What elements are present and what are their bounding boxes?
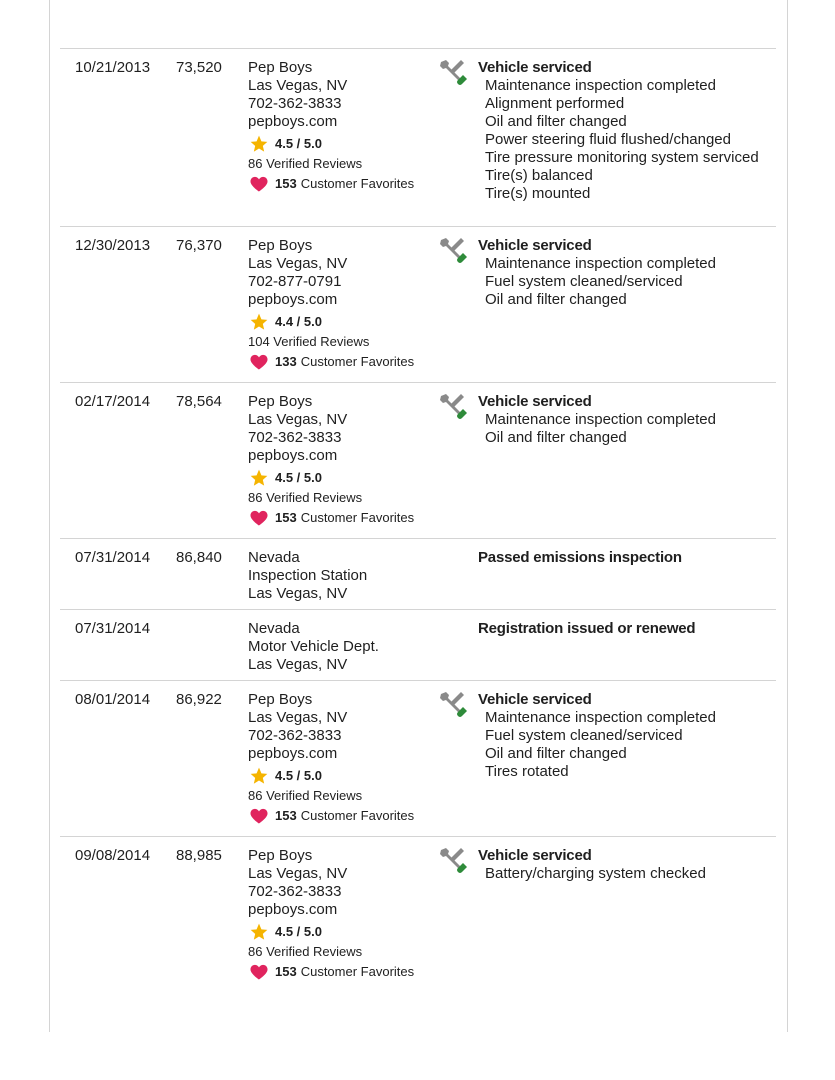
record-mileage: 88,985 (176, 847, 222, 864)
record-mileage: 76,370 (176, 237, 222, 254)
source-phone[interactable]: 702-877-0791 (248, 273, 342, 290)
event-title: Vehicle serviced (478, 393, 592, 410)
service-item: Maintenance inspection completed (485, 709, 716, 726)
source-location: Las Vegas, NV (248, 77, 348, 94)
shop-rating (248, 921, 438, 943)
source-phone[interactable]: 702-362-3833 (248, 883, 342, 900)
verified-reviews-link[interactable]: 86 Verified Reviews (248, 788, 363, 803)
service-item: Maintenance inspection completed (485, 255, 716, 272)
record-date: 08/01/2014 (75, 691, 151, 708)
record-date: 02/17/2014 (75, 393, 151, 410)
favorites-count: 133 (275, 354, 297, 369)
source-location: Las Vegas, NV (248, 411, 348, 428)
star-icon (248, 312, 270, 332)
wrench-screwdriver-icon (437, 689, 467, 719)
event-title: Vehicle serviced (478, 59, 592, 76)
source-name: Pep Boys (248, 847, 313, 864)
service-item: Oil and filter changed (485, 113, 627, 130)
service-item: Maintenance inspection completed (485, 77, 716, 94)
heart-icon (248, 962, 270, 982)
rating-value: 4.4 / 5.0 (275, 314, 322, 329)
verified-reviews-link[interactable]: 86 Verified Reviews (248, 490, 363, 505)
favorites-count: 153 (275, 176, 297, 191)
favorites-label: Customer Favorites (300, 176, 415, 191)
record-source (248, 237, 438, 373)
record-date: 12/30/2013 (75, 237, 151, 254)
record-source (248, 620, 438, 674)
wrench-screwdriver-icon (437, 57, 467, 87)
rating-value: 4.5 / 5.0 (275, 924, 322, 939)
shop-rating (248, 311, 438, 333)
record-mileage: 73,520 (176, 59, 222, 76)
history-row (60, 681, 776, 837)
heart-icon (248, 508, 270, 528)
record-details (478, 393, 773, 447)
source-type: Motor Vehicle Dept. (248, 638, 379, 655)
star-icon (248, 468, 270, 488)
source-name: Pep Boys (248, 393, 313, 410)
star-icon (248, 766, 270, 786)
favorites-count: 153 (275, 964, 297, 979)
rating-value: 4.5 / 5.0 (275, 136, 322, 151)
record-details (478, 847, 773, 883)
service-item: Alignment performed (485, 95, 625, 112)
service-item: Tire(s) mounted (485, 185, 591, 202)
record-date: 07/31/2014 (75, 549, 151, 566)
customer-favorites (248, 351, 438, 373)
customer-favorites (248, 961, 438, 983)
source-phone[interactable]: 702-362-3833 (248, 95, 342, 112)
favorites-label: Customer Favorites (300, 808, 415, 823)
shop-rating (248, 467, 438, 489)
heart-icon (248, 352, 270, 372)
customer-favorites (248, 805, 438, 827)
history-row (60, 610, 776, 681)
record-date: 09/08/2014 (75, 847, 151, 864)
service-item: Tire pressure monitoring system serviced (485, 149, 759, 166)
service-item: Tire(s) balanced (485, 167, 593, 184)
favorites-count: 153 (275, 808, 297, 823)
service-history-list (60, 49, 776, 993)
source-website[interactable]: pepboys.com (248, 745, 338, 762)
favorites-label: Customer Favorites (300, 354, 415, 369)
record-mileage: 78,564 (176, 393, 222, 410)
record-details (478, 237, 773, 309)
record-source (248, 393, 438, 529)
source-location: Las Vegas, NV (248, 585, 348, 602)
source-name: Nevada (248, 620, 300, 637)
service-item: Oil and filter changed (485, 429, 627, 446)
rating-value: 4.5 / 5.0 (275, 768, 322, 783)
source-name: Pep Boys (248, 59, 313, 76)
source-website[interactable]: pepboys.com (248, 113, 338, 130)
source-name: Pep Boys (248, 237, 313, 254)
service-item: Tires rotated (485, 763, 569, 780)
record-details (478, 620, 773, 638)
source-phone[interactable]: 702-362-3833 (248, 429, 342, 446)
record-source (248, 549, 438, 603)
service-item: Power steering fluid flushed/changed (485, 131, 731, 148)
wrench-screwdriver-icon (437, 845, 467, 875)
heart-icon (248, 174, 270, 194)
service-item: Oil and filter changed (485, 291, 627, 308)
star-icon (248, 134, 270, 154)
source-name: Pep Boys (248, 691, 313, 708)
customer-favorites (248, 173, 438, 195)
event-title: Passed emissions inspection (478, 549, 682, 566)
service-item: Maintenance inspection completed (485, 411, 716, 428)
favorites-count: 153 (275, 510, 297, 525)
wrench-screwdriver-icon (437, 391, 467, 421)
event-title: Registration issued or renewed (478, 620, 696, 637)
history-row (60, 49, 776, 227)
shop-rating (248, 133, 438, 155)
history-row (60, 837, 776, 993)
history-row (60, 227, 776, 383)
source-type: Inspection Station (248, 567, 368, 584)
history-row (60, 539, 776, 610)
record-details (478, 59, 773, 203)
heart-icon (248, 806, 270, 826)
record-mileage: 86,840 (176, 549, 222, 566)
shop-rating (248, 765, 438, 787)
favorites-label: Customer Favorites (300, 510, 415, 525)
event-title: Vehicle serviced (478, 237, 592, 254)
source-name: Nevada (248, 549, 300, 566)
source-location: Las Vegas, NV (248, 865, 348, 882)
service-item: Oil and filter changed (485, 745, 627, 762)
source-location: Las Vegas, NV (248, 709, 348, 726)
record-date: 07/31/2014 (75, 620, 151, 637)
event-title: Vehicle serviced (478, 847, 592, 864)
service-item: Fuel system cleaned/serviced (485, 273, 683, 290)
record-source (248, 691, 438, 827)
wrench-screwdriver-icon (437, 235, 467, 265)
record-details (478, 549, 773, 567)
record-mileage: 86,922 (176, 691, 222, 708)
rating-value: 4.5 / 5.0 (275, 470, 322, 485)
source-website[interactable]: pepboys.com (248, 447, 338, 464)
star-icon (248, 922, 270, 942)
service-item: Fuel system cleaned/serviced (485, 727, 683, 744)
event-title: Vehicle serviced (478, 691, 592, 708)
source-website[interactable]: pepboys.com (248, 291, 338, 308)
record-details (478, 691, 773, 781)
source-website[interactable]: pepboys.com (248, 901, 338, 918)
record-source (248, 59, 438, 195)
source-location: Las Vegas, NV (248, 656, 348, 673)
favorites-label: Customer Favorites (300, 964, 415, 979)
customer-favorites (248, 507, 438, 529)
verified-reviews-link[interactable]: 86 Verified Reviews (248, 156, 363, 171)
record-source (248, 847, 438, 983)
record-date: 10/21/2013 (75, 59, 151, 76)
source-phone[interactable]: 702-362-3833 (248, 727, 342, 744)
history-row (60, 383, 776, 539)
source-location: Las Vegas, NV (248, 255, 348, 272)
service-item: Battery/charging system checked (485, 865, 706, 882)
verified-reviews-link[interactable]: 86 Verified Reviews (248, 944, 363, 959)
verified-reviews-link[interactable]: 104 Verified Reviews (248, 334, 370, 349)
